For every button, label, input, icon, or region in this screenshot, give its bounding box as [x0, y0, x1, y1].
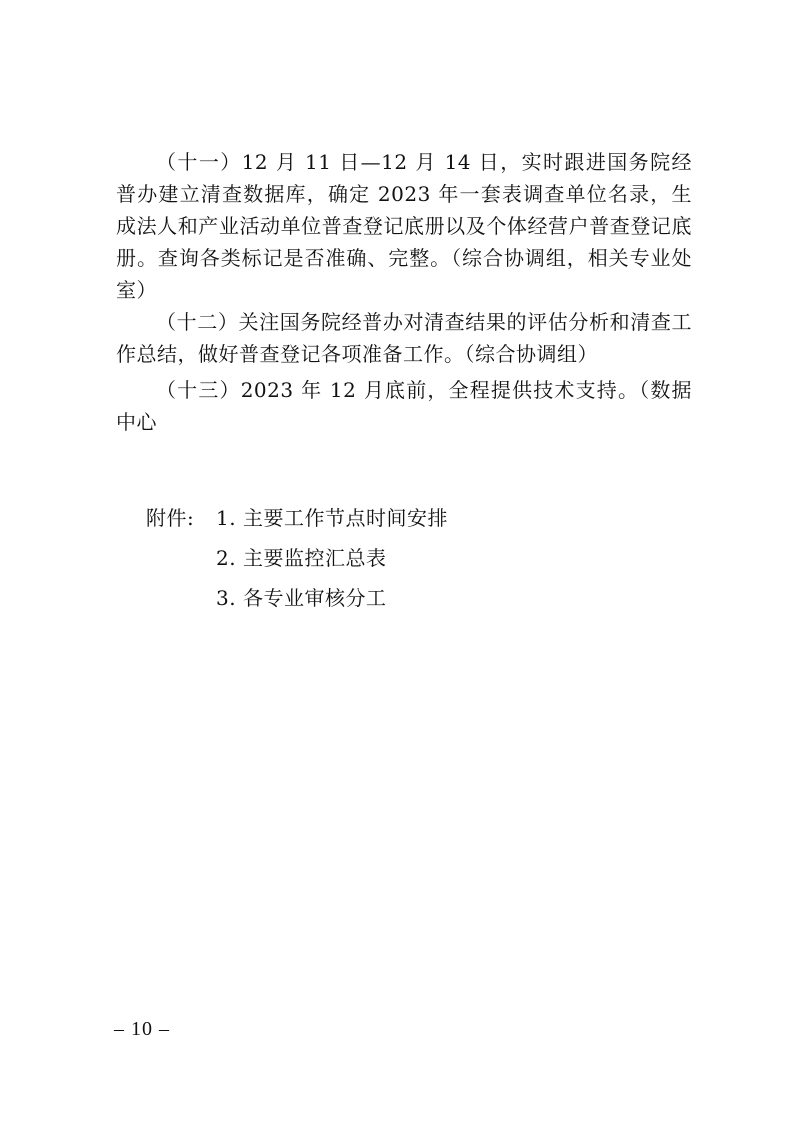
attachment-item-1: 1. 主要工作节点时间安排: [216, 506, 448, 530]
paragraph-item-12: （十二）关注国务院经普办对清查结果的评估分析和清查工作总结，做好普查登记各项准备工作。（综合协调组）: [116, 310, 692, 366]
attachment-item-2: 2. 主要监控汇总表: [216, 546, 387, 570]
attachment-row: [146, 498, 448, 538]
paragraph-item-13: （十三）2023 年 12 月底前，全程提供技术支持。（数据中心: [116, 378, 692, 434]
paragraph-item-11: （十一）12 月 11 日—12 月 14 日，实时跟进国务院经普办建立清查数据库，确定 2023 年一套表调查单位名录，生成法人和产业活动单位普查登记底册以及个体经营户普查登记底册。查询各类标记是否准确、完整。（综合协调组，相关专业处室）: [116, 150, 692, 302]
attachment-item-3: 3. 各专业审核分工: [216, 586, 387, 610]
page-number: – 10 –: [114, 1018, 170, 1040]
attachment-row: [146, 578, 448, 618]
attachment-row: [146, 538, 448, 578]
attachments-label: 附件:: [146, 506, 195, 530]
attachments-list: [146, 498, 448, 618]
